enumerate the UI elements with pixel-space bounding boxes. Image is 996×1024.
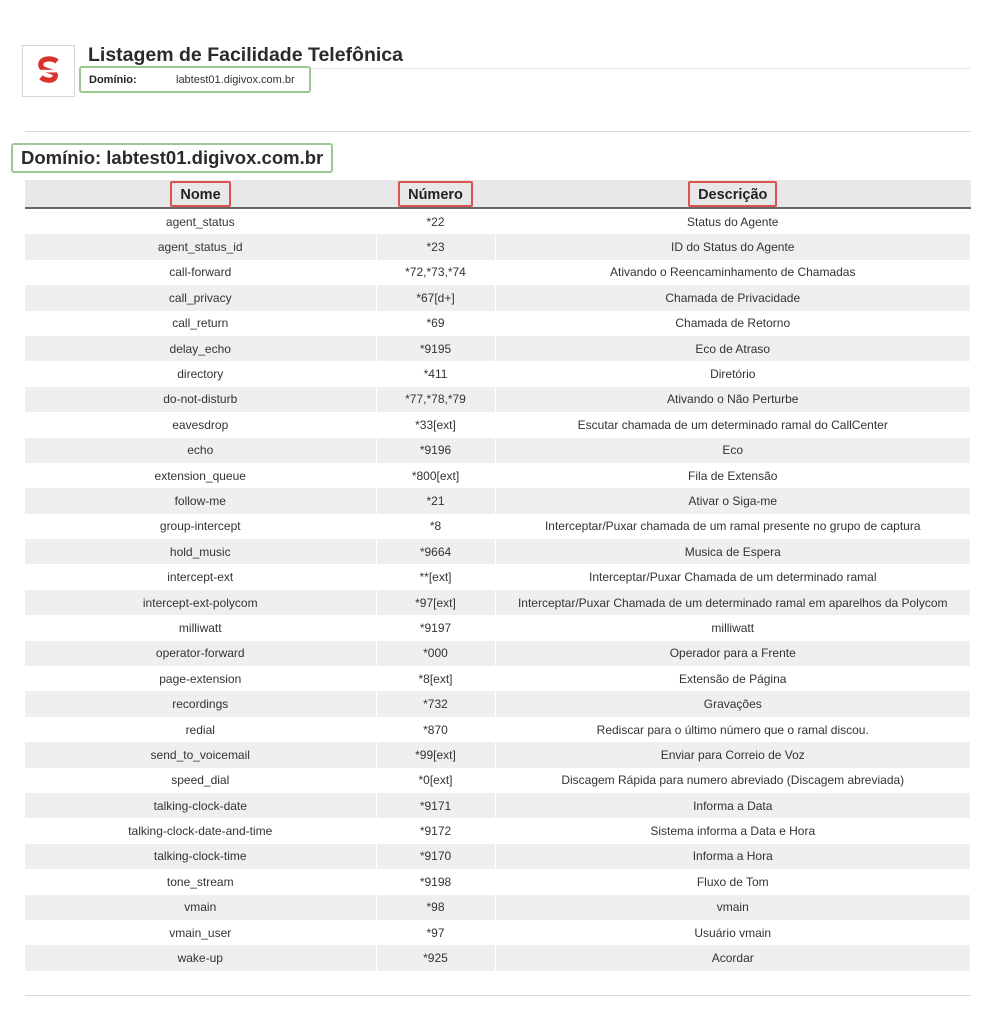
cell-numero: *9170 xyxy=(376,844,495,869)
cell-descricao: Fila de Extensão xyxy=(495,463,971,488)
cell-nome: echo xyxy=(25,438,376,463)
table-row xyxy=(25,539,971,564)
table-row xyxy=(25,869,971,894)
cell-nome: call-forward xyxy=(25,260,376,285)
table-body xyxy=(25,208,971,971)
cell-numero: *925 xyxy=(376,945,495,970)
cell-nome: page-extension xyxy=(25,666,376,691)
cell-descricao: Discagem Rápida para numero abreviado (Discagem abreviada) xyxy=(495,768,971,793)
table-row xyxy=(25,590,971,615)
cell-numero: *72,*73,*74 xyxy=(376,260,495,285)
table-row xyxy=(25,514,971,539)
cell-nome: intercept-ext xyxy=(25,564,376,589)
table-row xyxy=(25,361,971,386)
table-row xyxy=(25,844,971,869)
cell-numero: *8 xyxy=(376,514,495,539)
cell-descricao: Status do Agente xyxy=(495,208,971,234)
cell-numero: *23 xyxy=(376,234,495,259)
cell-numero: *8[ext] xyxy=(376,666,495,691)
cell-numero: *9664 xyxy=(376,539,495,564)
cell-descricao: Eco de Atraso xyxy=(495,336,971,361)
column-header-descricao xyxy=(495,180,971,208)
table-row xyxy=(25,260,971,285)
cell-nome: eavesdrop xyxy=(25,412,376,437)
table-row xyxy=(25,641,971,666)
cell-numero: *21 xyxy=(376,488,495,513)
domain-info-box xyxy=(79,66,311,93)
cell-numero: *800[ext] xyxy=(376,463,495,488)
cell-descricao: ID do Status do Agente xyxy=(495,234,971,259)
table-row xyxy=(25,691,971,716)
cell-numero: *99[ext] xyxy=(376,742,495,767)
cell-numero: *9171 xyxy=(376,793,495,818)
column-header-numero xyxy=(376,180,495,208)
table-row xyxy=(25,818,971,843)
cell-descricao: Eco xyxy=(495,438,971,463)
cell-nome: group-intercept xyxy=(25,514,376,539)
table-row xyxy=(25,945,971,970)
cell-nome: operator-forward xyxy=(25,641,376,666)
table-row xyxy=(25,285,971,310)
cell-descricao: milliwatt xyxy=(495,615,971,640)
table-header-row xyxy=(25,180,971,208)
cell-nome: talking-clock-date-and-time xyxy=(25,818,376,843)
cell-descricao: Interceptar/Puxar chamada de um ramal presente no grupo de captura xyxy=(495,514,971,539)
table-row xyxy=(25,742,971,767)
cell-numero: *97 xyxy=(376,920,495,945)
cell-descricao: Acordar xyxy=(495,945,971,970)
cell-descricao: Extensão de Página xyxy=(495,666,971,691)
table-row xyxy=(25,920,971,945)
footer-divider xyxy=(25,995,971,996)
cell-numero: *22 xyxy=(376,208,495,234)
cell-nome: call_privacy xyxy=(25,285,376,310)
cell-numero: *9198 xyxy=(376,869,495,894)
cell-descricao: Ativar o Siga-me xyxy=(495,488,971,513)
cell-numero: *77,*78,*79 xyxy=(376,387,495,412)
table-row xyxy=(25,666,971,691)
cell-nome: tone_stream xyxy=(25,869,376,894)
facilities-table xyxy=(25,180,971,971)
cell-numero: **[ext] xyxy=(376,564,495,589)
cell-descricao: Informa a Hora xyxy=(495,844,971,869)
cell-nome: wake-up xyxy=(25,945,376,970)
table-row xyxy=(25,488,971,513)
table-row xyxy=(25,615,971,640)
cell-nome: talking-clock-time xyxy=(25,844,376,869)
table-row xyxy=(25,387,971,412)
cell-nome: vmain xyxy=(25,895,376,920)
cell-nome: redial xyxy=(25,717,376,742)
cell-numero: *69 xyxy=(376,311,495,336)
cell-numero: *9196 xyxy=(376,438,495,463)
cell-descricao: Enviar para Correio de Voz xyxy=(495,742,971,767)
cell-descricao: Interceptar/Puxar Chamada de um determinado ramal em aparelhos da Polycom xyxy=(495,590,971,615)
cell-nome: agent_status xyxy=(25,208,376,234)
cell-numero: *411 xyxy=(376,361,495,386)
logo-s-icon xyxy=(31,53,67,89)
cell-nome: speed_dial xyxy=(25,768,376,793)
cell-descricao: Musica de Espera xyxy=(495,539,971,564)
cell-descricao: vmain xyxy=(495,895,971,920)
table-row xyxy=(25,793,971,818)
cell-nome: hold_music xyxy=(25,539,376,564)
cell-numero: *9195 xyxy=(376,336,495,361)
domain-label: Domínio: xyxy=(89,74,137,86)
cell-descricao: Diretório xyxy=(495,361,971,386)
cell-numero: *98 xyxy=(376,895,495,920)
cell-nome: follow-me xyxy=(25,488,376,513)
cell-descricao: Operador para a Frente xyxy=(495,641,971,666)
cell-numero: *33[ext] xyxy=(376,412,495,437)
cell-nome: intercept-ext-polycom xyxy=(25,590,376,615)
section-divider xyxy=(25,131,971,132)
cell-descricao: Chamada de Privacidade xyxy=(495,285,971,310)
cell-numero: *870 xyxy=(376,717,495,742)
cell-nome: extension_queue xyxy=(25,463,376,488)
cell-numero: *67[d+] xyxy=(376,285,495,310)
cell-numero: *97[ext] xyxy=(376,590,495,615)
cell-numero: *732 xyxy=(376,691,495,716)
domain-value: labtest01.digivox.com.br xyxy=(176,74,295,86)
cell-descricao: Rediscar para o último número que o ramal discou. xyxy=(495,717,971,742)
column-header-label: Nome xyxy=(170,181,230,207)
table-row xyxy=(25,208,971,234)
table-row xyxy=(25,564,971,589)
cell-nome: do-not-disturb xyxy=(25,387,376,412)
cell-numero: *000 xyxy=(376,641,495,666)
cell-nome: call_return xyxy=(25,311,376,336)
table-row xyxy=(25,895,971,920)
cell-nome: delay_echo xyxy=(25,336,376,361)
cell-descricao: Interceptar/Puxar Chamada de um determinado ramal xyxy=(495,564,971,589)
table-row xyxy=(25,336,971,361)
table-row xyxy=(25,234,971,259)
cell-descricao: Ativando o Reencaminhamento de Chamadas xyxy=(495,260,971,285)
column-header-nome xyxy=(25,180,376,208)
cell-numero: *9172 xyxy=(376,818,495,843)
cell-numero: *9197 xyxy=(376,615,495,640)
table-row xyxy=(25,463,971,488)
cell-nome: vmain_user xyxy=(25,920,376,945)
column-header-label: Descrição xyxy=(688,181,777,207)
cell-nome: directory xyxy=(25,361,376,386)
table-row xyxy=(25,438,971,463)
cell-descricao: Informa a Data xyxy=(495,793,971,818)
cell-nome: agent_status_id xyxy=(25,234,376,259)
cell-nome: milliwatt xyxy=(25,615,376,640)
cell-descricao: Ativando o Não Perturbe xyxy=(495,387,971,412)
cell-nome: send_to_voicemail xyxy=(25,742,376,767)
table-row xyxy=(25,311,971,336)
table-row xyxy=(25,717,971,742)
table-row xyxy=(25,768,971,793)
company-logo xyxy=(22,45,75,97)
cell-numero: *0[ext] xyxy=(376,768,495,793)
cell-nome: talking-clock-date xyxy=(25,793,376,818)
cell-nome: recordings xyxy=(25,691,376,716)
cell-descricao: Chamada de Retorno xyxy=(495,311,971,336)
table-row xyxy=(25,412,971,437)
cell-descricao: Escutar chamada de um determinado ramal do CallCenter xyxy=(495,412,971,437)
column-header-label: Número xyxy=(398,181,473,207)
cell-descricao: Sistema informa a Data e Hora xyxy=(495,818,971,843)
cell-descricao: Usuário vmain xyxy=(495,920,971,945)
cell-descricao: Gravações xyxy=(495,691,971,716)
page-title: Listagem de Facilidade Telefônica xyxy=(88,44,403,66)
section-title: Domínio: labtest01.digivox.com.br xyxy=(11,143,333,173)
cell-descricao: Fluxo de Tom xyxy=(495,869,971,894)
